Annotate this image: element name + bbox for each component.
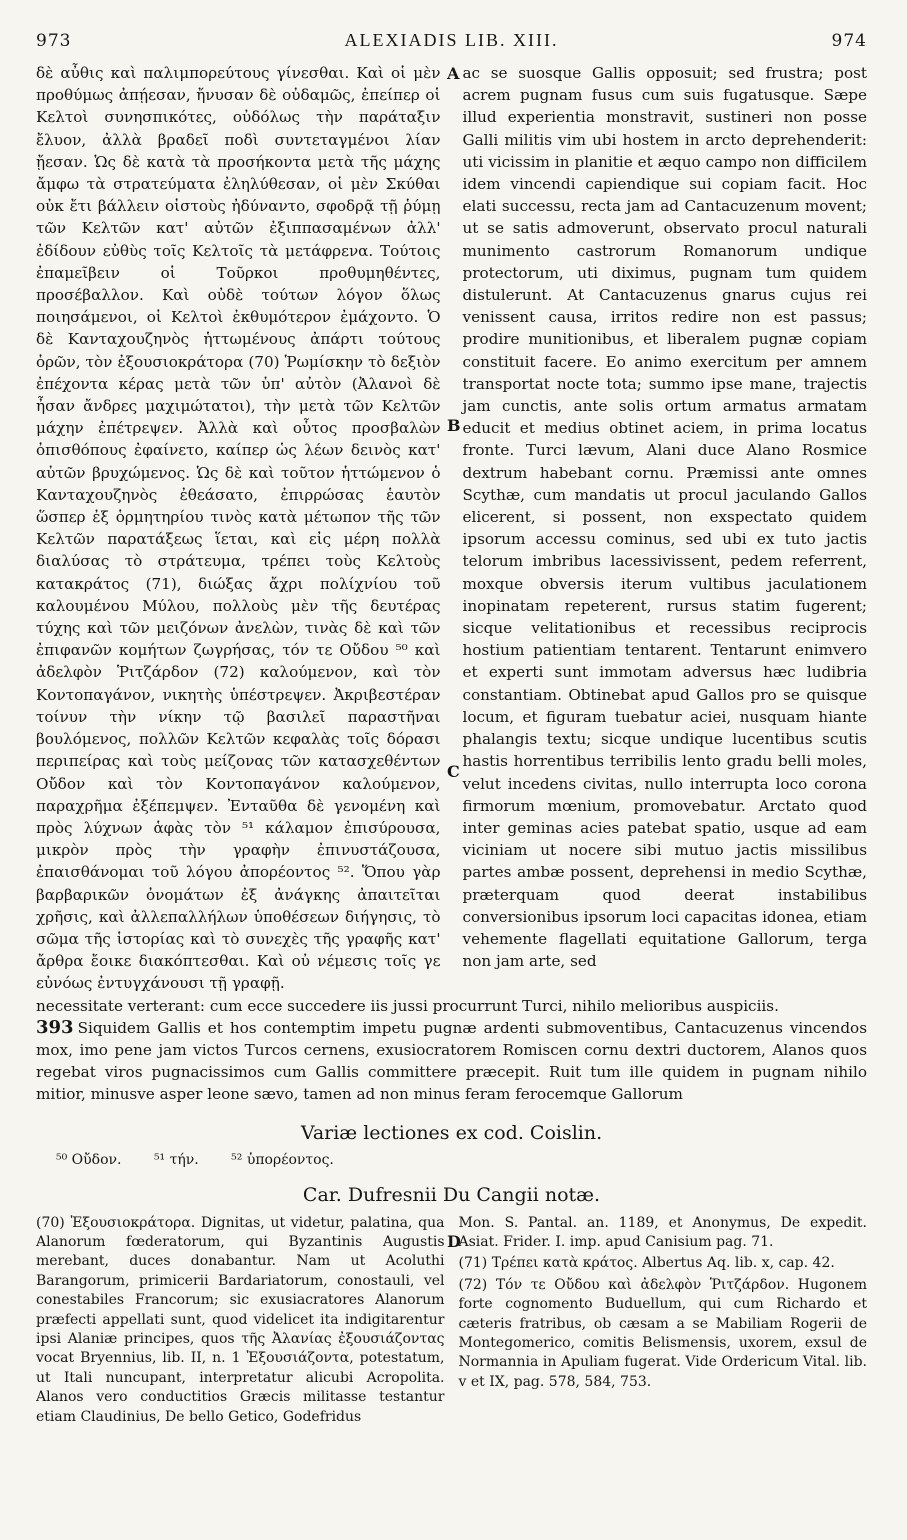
note-71: (71) Τρέπει κατὰ κράτος. Albertus Aq. lib. x, cap. 42. — [458, 1255, 835, 1272]
full-width-rest-block — [36, 1017, 867, 1106]
note-70: (70) Ἐξουσιοκράτορα. Dignitas, ut videtur, palatina, qua Alanorum fœderatorum, qui Byzantinis Augustis merebant, duces donabantur. Nam ut Acoluthi Barangorum, primicerii Bardariatorum, conostauli, vel conestabiles Francorum; sic exusiacratores Alanorum præfecti appellati sunt, quod videlicet ita indigitarentur ipsi Alaniæ principes, quos τῆς Ἀλανίας ἐξουσιάζοντας vocat Bryennius, lib. II, n. 1 Ἐξουσιάζοντα, potestatum, ut Itali nuncupant, interpretatur alicubi Acropolita. Alanos vero conductitios Græcis militasse testantur etiam Claudinius, De bello Getico, Godefridus — [36, 1214, 445, 1425]
left-page-number: 973 — [36, 31, 72, 51]
note-70-continued: Mon. S. Pantal. an. 1189, et Anonymus, De expedit. Asiat. Frider. I. imp. apud Canisium pag. 71. — [458, 1214, 867, 1250]
notes-left-column — [36, 1214, 445, 1429]
column-marker-b: B — [447, 416, 461, 435]
note-72: (72) Τόν τε Οὔδου καὶ ἀδελφὸν Ῥιτζάρδον. Hugonem forte cognomento Buduellum, qui cum Richardo et cæteris fratribus, ob cæsam a se Mabiliam Rogerii de Montegomerico, comitis Belismensis, uxorem, exsul de Normannia in Apuliam fugerat. Vide Ordericum Vital. lib. v et IX, pag. 578, 584, 753. — [458, 1276, 867, 1390]
variae-list — [36, 1152, 867, 1168]
full-width-latin — [36, 995, 867, 1106]
notes-heading: Car. Dufresnii Du Cangii notæ. — [302, 1183, 601, 1206]
column-marker-c: C — [447, 762, 460, 781]
variant-item: ⁵² ὑπορέοντος. — [231, 1151, 334, 1168]
latin-text: ac se suosque Gallis opposuit; sed frustra; post acrem pugnam fusus cum suis fugatusque. Sæpe illud experientia monstravit, sustineri non posse Galli militis vim ubi hostem in arcto deprehenderit: uti vicissim in planitie et æquo campo non difficilem idem vincendi capiendique sui copiam facit. Hoc elati successu, recta jam ad Cantacuzenum movent; ut se satis admoverunt, observato procul naturali munimento castrorum Romanorum undique protectorum, uti diximus, pugnam tum quidem distulerunt. At Cantacuzenus gnarus cujus rei venissent causa, irritos redire non est passus; prodire munitionibus, et liberalem pugnæ copiam constituit facere. Eo animo exercitum per amnem transportat nocte tota; summo ipse mane, trajectis jam cunctis, ante solis ortum armatus armatam educit et medius obtinet aciem, in prima locatus fronte. Turci lævum, Alani duce Alano Rosmice dextrum habebant cornu. Præmissi ante omnes Scythæ, cum mandatis ut procul jaculando Gallos elicerent, si possent, non exspectato quidem ipsorum accessu cominus, sed ubi ex tuto jactis telorum imbribus lacessivissent, pedem referrent, moxque obversis iterum vultibus jaculationem inopinatam repeterent, rursus statim fugerent; sicque velitationibus et recessibus reciprocis hostium patientiam tentarent. Tentarunt enimvero et experti sunt immotam adversus hæc ludibria constantiam. Obtinebat apud Gallos pro se quisque locum, et figuram tuebatur aciei, nusquam hiante phalangis textu; sicque undique lucentibus scutis hastis horrentibus terribilis lento gradu belli moles, velut incedens civitas, nullo interrupta loco corona firmorum mœnium, promovebatur. Arctato quod inter geminas acies patebat spatio, usque ad eam viciniam ut nocere sibi mutuo jactis missilibus partes ambæ possent, deprehensi in medio Scythæ, præterquam quod deerat instabilibus conversionibus ipsorum loci capacitas idonea, etiam vehemente flagellati equitatione Gallorum, terga non jam arte, sed — [462, 64, 867, 971]
notes-right-column — [459, 1214, 868, 1429]
page-mark-number: 393 — [36, 1016, 74, 1038]
page-header — [36, 30, 867, 58]
variae-heading: Variæ lectiones ex cod. Coislin. — [300, 1121, 603, 1144]
greek-column — [36, 62, 447, 995]
variant-item: ⁵⁰ Οὔδον. — [56, 1151, 122, 1168]
main-columns — [36, 62, 867, 995]
full-width-rest: Siquidem Gallis et hos contemptim impetu pugnæ ardenti submoventibus, Cantacuzenus vincendos mox, imo pene jam victos Turcos cernens, exusiocratorem Romiscen cornu dextri ductorem, Alanos quos regebat viros pugnacissimos cum Gallis committere præcepit. Ruit tum ille quidem in pugnam nihilo mitior, minusve asper leone sævo, tamen ad non minus feram ferocemque Gallorum — [36, 1018, 867, 1104]
column-marker-d: D — [447, 1232, 461, 1251]
column-marker-a: A — [447, 64, 460, 83]
full-width-line-1: necessitate verterant: cum ecce succedere iis jussi procurrunt Turci, nihilo melioribus auspiciis. — [36, 996, 779, 1015]
running-title: ALEXIADIS LIB. XIII. — [344, 30, 559, 50]
variant-item: ⁵¹ τήν. — [153, 1151, 199, 1168]
greek-text: δὲ αὖθις καὶ παλιμπορεύτους γίνεσθαι. Καὶ οἱ μὲν προθύμως ἀπῄεσαν, ἤνυσαν δὲ οὐδαμῶς, ἐπείπερ οἱ Κελτοὶ συνησπικότες, οὐδόλως τὴν παράταξιν ἔλυον, ἀλλὰ βραδεῖ ποδὶ συντεταγμένοι λίαν ᾔεσαν. Ὡς δὲ κατὰ τὰ προσήκοντα μετὰ τῆς μάχης ἄμφω τὰ στρατεύματα ἐληλύθεσαν, οἱ μὲν Σκύθαι οὐκ ἔτι βάλλειν οἰστοὺς ἠδύναντο, σφοδρᾷ τῇ ῥύμῃ τῶν Κελτῶν κατ' αὐτῶν ἐξιππασαμένων ἀλλ' ἐδίδουν εὐθὺς τοῖς Κελτοῖς τὰ μετάφρενα. Τούτοις ἐπαμεῖβειν οἱ Τοῦρκοι προθυμηθέντες, προσέβαλλον. Καὶ οὐδὲ τούτων λόγον ὅλως ποιησάμενοι, οἱ Κελτοὶ ἐκθυμότερον ἐμάχοντο. Ὁ δὲ Κανταχουζηνὸς ἡττωμένους ἀπάρτι τούτους ὁρῶν, τὸν ἐξουσιοκράτορα (70) Ῥωμίσκην τὸ δεξιὸν ἐπέχοντα κέρας μετὰ τῶν ὑπ' αὐτὸν (Ἀλανοὶ δὲ ἦσαν ἄνδρες μαχιμώτατοι), τὴν μετὰ τῶν Κελτῶν μάχην ἐπέτρεψεν. Ἀλλὰ καὶ οὗτος προσβαλὼν ὀπισθόπους ἐφαίνετο, καίπερ ὡς λέων δεινὸς κατ' αὐτῶν βρυχώμενος. Ὡς δὲ καὶ τοῦτον ἡττώμενον ὁ Κανταχουζηνὸς ἐθεάσατο, ἐπιρρώσας ἑαυτὸν ὥσπερ ἐξ ὁρμητηρίου τινὸς κατὰ μέτωπον τῆς τῶν Κελτῶν παρατάξεως ἵεται, καὶ εἰς μέρη πολλὰ διαλύσας τὸ στράτευμα, τρέπει τοὺς Κελτοὺς κατακράτος (71), διώξας ἄχρι πολίχνίου τοῦ καλουμένου Μύλου, πολλοὺς μὲν τῆς δευτέρας τύχης καὶ τῶν μειζόνων ἀνελὼν, τινὰς δὲ καὶ τῶν ἐπιφανῶν κομήτων ζωγρήσας, τόν τε Οὔδου ⁵⁰ καὶ ἀδελφὸν Ῥιτζάρδον (72) καλούμενον, καὶ τὸν Κοντοπαγάνον, νικητὴς ὑπέστρεψεν. Ἀκριβεστέραν τοίνυν τὴν νίκην τῷ βασιλεῖ παραστῆναι βουλόμενος, πολλῶν Κελτῶν κεφαλὰς τοῖς δόρασι περιπείρας καὶ τοὺς μείζονας τῶν κατασχεθέντων Οὔδον καὶ τὸν Κοντοπαγάνον καλούμενον, παραχρῆμα ἐξέπεμψεν. Ἐνταῦθα δὲ γενομένη καὶ πρὸς λύχνων ἁφὰς τὸν ⁵¹ κάλαμον ἐπισύρουσα, μικρὸν πρὸς τὴν γραφὴν ἐπινυστάζουσα, ἐπαισθάνομαι τοῦ λόγου ἀπορέοντος ⁵². Ὅπου γὰρ βαρβαρικῶν ὀνομάτων ἐξ ἀνάγκης ἀπαιτεῖται χρῆσις, καὶ ἀλλεπαλλήλων ὑποθέσεων διήγησις, τὸ σῶμα τῆς ἱστορίας καὶ τὸ συνεχὲς τῆς γραφῆς κατ' ἄρθρα ἔοικε διακόπτεσθαι. Καὶ οὐ νέμεσις τοῖς γε εὐνόως ἐντυγχάνουσι τῇ γραφῇ. — [36, 64, 441, 993]
latin-column — [463, 62, 868, 995]
right-page-number: 974 — [831, 31, 867, 51]
